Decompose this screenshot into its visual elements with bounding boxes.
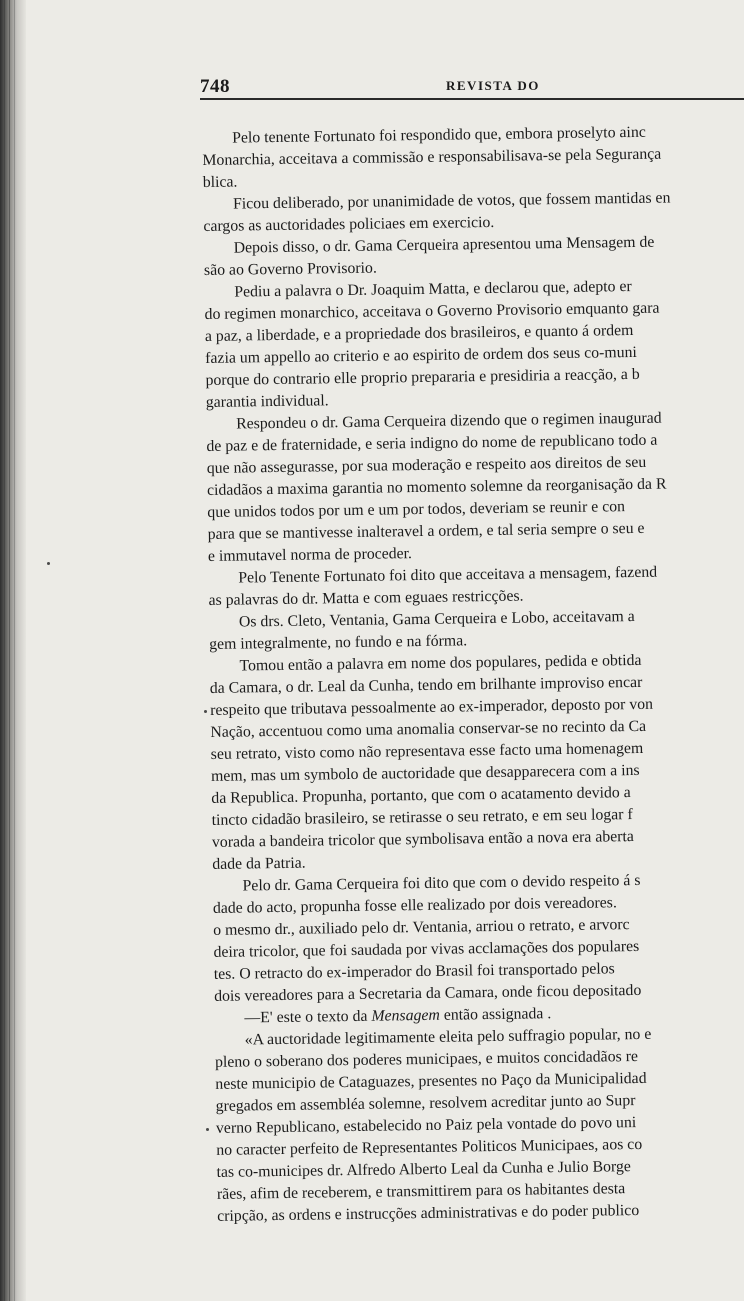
text-line: no caracter perfeito de Representantes Politicos Municipaes, aos co: [216, 1135, 643, 1159]
paragraph: [203, 185, 744, 238]
page-header: [200, 76, 744, 106]
paper-speck: [204, 710, 207, 713]
text-line: porque do contrario elle proprio prepararia e presidiria a reacção, a b: [205, 365, 640, 389]
text-line: de paz e de fraternidade, e seria indigno do nome de republicano todo a: [206, 431, 658, 455]
text-line: Os drs. Cleto, Ventania, Gama Cerqueira e Lobo, acceitavam a: [238, 608, 635, 631]
text-line: Pediu a palavra o Dr. Joaquim Matta, e declarou que, adepto er: [234, 278, 632, 301]
paragraph: [202, 119, 744, 194]
text-line: e immutavel norma de proceder.: [207, 545, 413, 565]
text-line: que não assegurasse, por sua moderação e respeito aos direitos de seu: [206, 453, 647, 477]
paragraph: [204, 229, 744, 282]
mensagem-title: Mensagem: [371, 1006, 440, 1025]
text-line: blica.: [202, 173, 238, 191]
text-line: Pelo Tenente Fortunato foi dito que acceitava a mensagem, fazend: [238, 563, 658, 587]
text-line: a paz, a liberdade, e a propriedade dos brasileiros, e quanto á ordem: [204, 321, 634, 345]
text-line: verno Republicano, estabelecido no Paiz pela vontade do povo uni: [215, 1114, 637, 1137]
mensagem-intro-prefix: —E' este o texto da: [244, 1007, 372, 1027]
paragraph: [204, 273, 744, 414]
text-line: Pelo dr. Gama Cerqueira foi dito que com o devido respeito á s: [242, 871, 641, 895]
text-line: da Republica. Propunha, portanto, que com o acatamento devido a: [211, 784, 631, 807]
running-head: REVISTA DO: [446, 78, 540, 93]
paragraph: [206, 405, 744, 568]
text-line: vorada a bandeira tricolor que symbolisava então a nova era aberta: [211, 828, 634, 851]
text-line: as palavras do dr. Matta e com eguaes restricções.: [208, 587, 524, 609]
text-line: tincto cidadão brasileiro, se retirasse o seu retrato, e em seu logar f: [211, 806, 633, 829]
text-line: cargos as auctoridades policiaes em exercicio.: [203, 213, 495, 235]
paragraph: [212, 867, 744, 1008]
text-line: Pelo tenente Fortunato foi respondido que, embora proselyto ainc: [232, 123, 646, 147]
text-line: dade do acto, propunha fosse elle realizado por dois vereadores.: [212, 894, 617, 917]
binding-edge-line: [4, 0, 5, 1301]
text-line: «A auctoridade legitimamente eleita pelo suffragio popular, no e: [244, 1025, 652, 1049]
text-line: cidadãos a maxima garantia no momento solemne da reorganisação da R: [206, 475, 667, 499]
text-line: gem integralmente, no fundo e na fórma.: [209, 632, 468, 653]
text-line: Ficou deliberado, por unanimidade de votos, que fossem mantidas en: [232, 189, 671, 213]
text-line: o mesmo dr., auxiliado pelo dr. Ventania, arriou o retrato, e arvorc: [213, 916, 630, 939]
text-line: pleno o soberano dos poderes municipaes, e muitos concidadãos re: [214, 1048, 639, 1071]
binding-edge-line: [9, 0, 10, 1301]
text-line: Depois disso, o dr. Gama Cerqueira apresentou uma Mensagem de: [233, 233, 655, 257]
binding-edge-line: [14, 0, 15, 1301]
paper-speck: [206, 1128, 209, 1131]
mensagem-intro-suffix: então assignada .: [439, 1005, 552, 1024]
text-line: que unidos todos por um e um por todos, deveriam se reunir e con: [207, 498, 626, 521]
text-line: são ao Governo Provisorio.: [203, 259, 377, 279]
paragraph: [209, 647, 744, 876]
paper-speck: [47, 562, 50, 565]
text-line: garantia individual.: [205, 392, 329, 411]
text-line: dois vereadores para a Secretaria da Camara, onde ficou depositado: [214, 981, 642, 1005]
text-line: Nação, accentuou como uma anomalia conservar-se no recinto da Ca: [210, 717, 647, 741]
text-line: mem, mas um symbolo de auctoridade que desapparecera com a ins: [210, 761, 640, 785]
mensagem-paragraph: [215, 1021, 744, 1228]
text-line: Monarchia, acceitava a commissão e responsabilisava-se pela Segurança: [202, 145, 662, 169]
text-line: tas co-municipes dr. Alfredo Alberto Leal da Cunha e Julio Borge: [216, 1158, 631, 1181]
text-line: para que se mantivesse inalteravel a ordem, e tal seria sempre o seu e: [207, 519, 645, 543]
text-line: gregados em assembléa solemne, resolvem acreditar junto ao Supr: [215, 1092, 636, 1115]
text-line: neste municipio de Cataguazes, presentes no Paço da Municipalidad: [215, 1069, 647, 1093]
document-body: [202, 119, 744, 1228]
page-number: 748: [200, 76, 230, 97]
text-line: Respondeu o dr. Gama Cerqueira dizendo que o regimen inaugurad: [236, 409, 662, 433]
text-line: fazia um appello ao criterio e ao espirito de ordem dos seus co-muni: [205, 343, 637, 367]
text-line: tes. O retracto do ex-imperador do Brasil foi transportado pelos: [213, 960, 615, 983]
text-line: deira tricolor, que foi saudada por vivas acclamações dos populares: [213, 937, 640, 961]
paragraph: [208, 559, 744, 612]
text-line: seu retrato, visto como não representava esse facto uma homenagem: [210, 739, 644, 763]
text-line: dade da Patria.: [212, 854, 306, 873]
text-line: do regimen monarchico, acceitava o Governo Provisorio emquanto gara: [204, 299, 660, 323]
text-line: cripção, as ordens e instrucções administrativas e do poder publico: [217, 1202, 640, 1225]
text-line: rães, afim de receberem, e transmittirem para os habitantes desta: [216, 1180, 626, 1203]
text-line: Tomou então a palavra em nome dos populares, pedida e obtida: [239, 651, 642, 675]
text-line: respeito que tributava pessoalmente ao ex-imperador, deposto por von: [210, 695, 654, 719]
header-rule: [200, 98, 744, 100]
text-line: da Camara, o dr. Leal da Cunha, tendo em brilhante improviso encar: [209, 673, 643, 697]
paragraph: [209, 603, 744, 656]
